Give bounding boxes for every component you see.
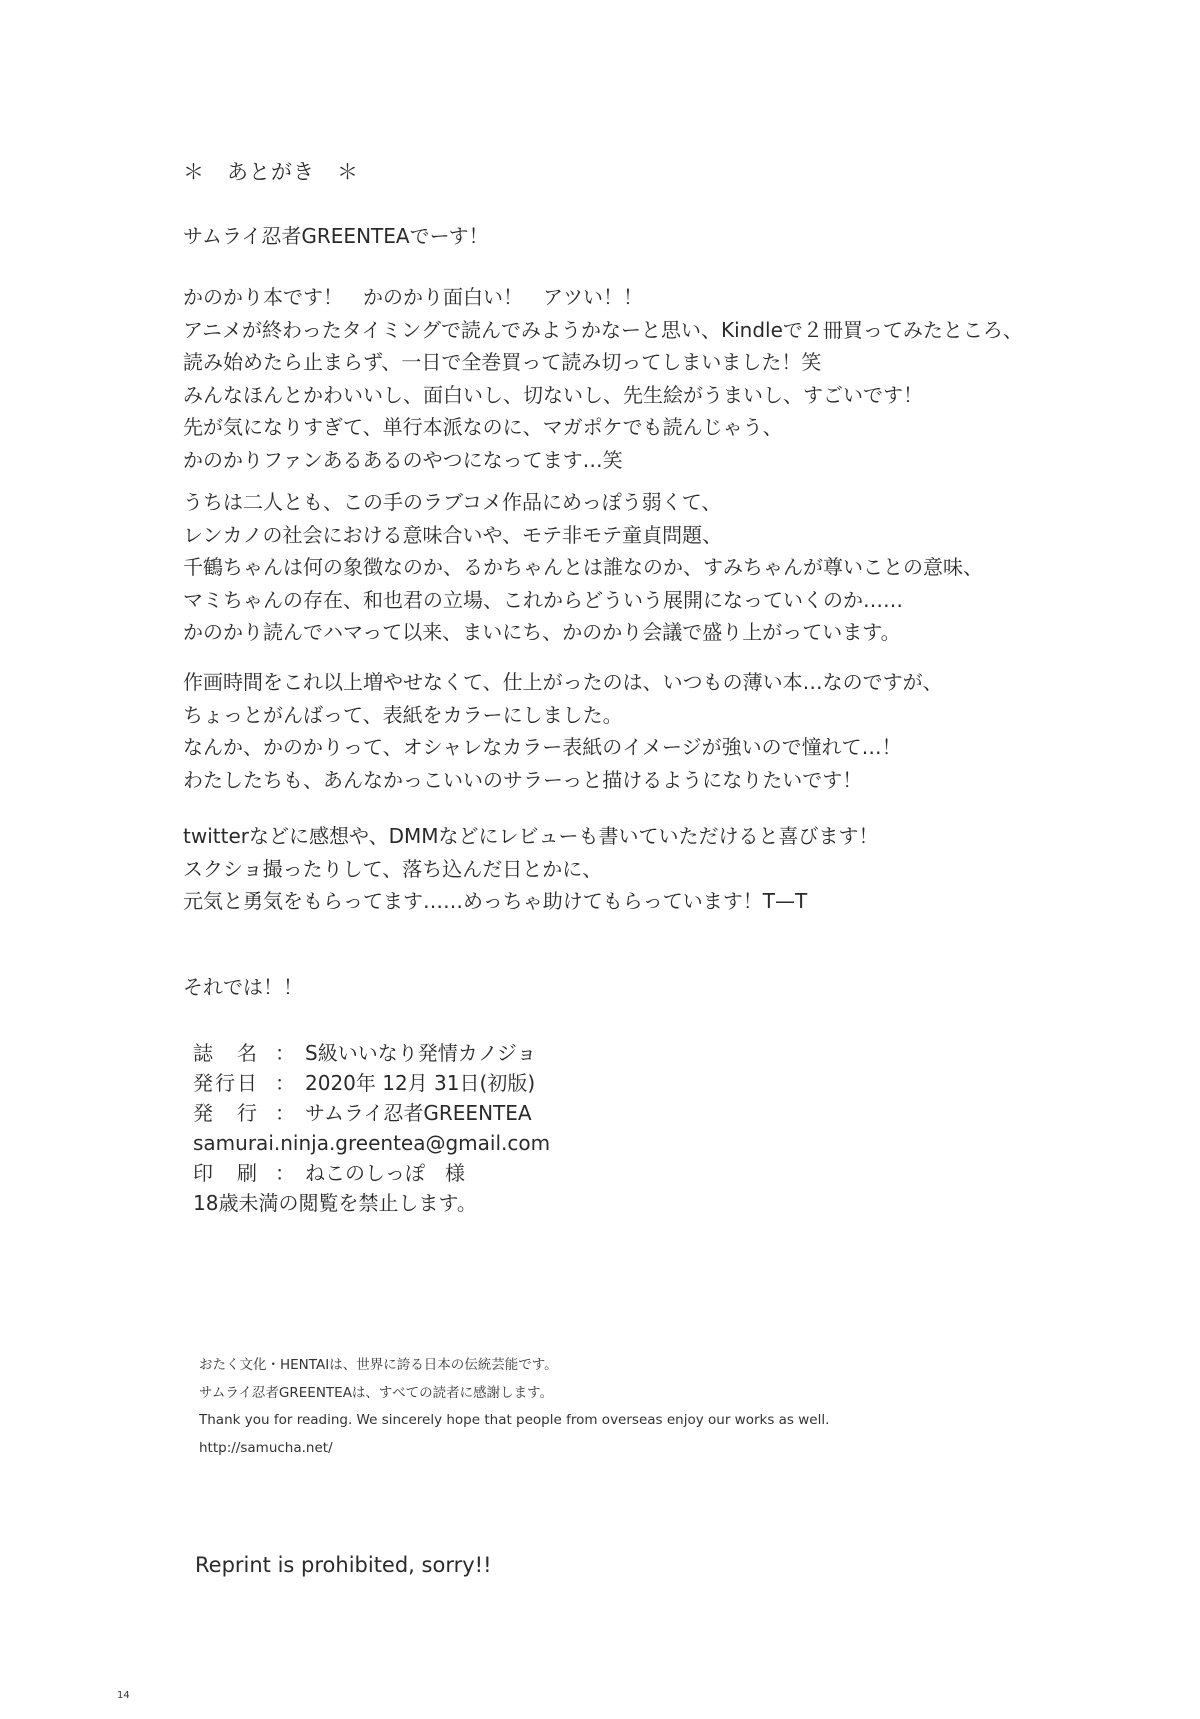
text-line: サムライ忍者GREENTEAでーす！ xyxy=(183,224,489,248)
colophon-label: 印 刷 xyxy=(193,1161,259,1185)
page-number: 14 xyxy=(117,1690,130,1701)
afterword-paragraph-1 xyxy=(183,220,489,253)
text-line: かのかり読んでハマって以来、まいにち、かのかり会議で盛り上がっています。 xyxy=(183,620,901,644)
footer-line: おたく文化・HENTAIは、世界に誇る日本の伝統芸能です。 xyxy=(199,1357,558,1373)
afterword-paragraph-3 xyxy=(183,486,983,649)
reprint-notice: Reprint is prohibited, sorry!! xyxy=(195,1553,492,1577)
text-line: みんなほんとかわいいし、面白いし、切ないし、先生絵がうまいし、すごいです！ xyxy=(183,382,923,407)
colophon xyxy=(193,1038,550,1218)
age-restriction-notice: 18歳未満の閲覧を禁止します。 xyxy=(193,1191,477,1215)
colophon-email: samurai.ninja.greentea@gmail.com xyxy=(193,1131,551,1155)
afterword-closing xyxy=(183,971,303,1004)
footer-url: http://samucha.net/ xyxy=(199,1439,333,1456)
colophon-date-row xyxy=(193,1068,550,1098)
colophon-publisher-row xyxy=(193,1098,550,1128)
text-line: マミちゃんの存在、和也君の立場、これからどういう展開になっていくのか…… xyxy=(183,587,903,612)
afterword-paragraph-5 xyxy=(183,820,878,918)
text-line: かのかり本です！ かのかり面白い！ アツい！！ xyxy=(183,285,643,309)
text-line: それでは！！ xyxy=(183,975,303,999)
colophon-separator: ： xyxy=(275,1161,295,1185)
text-line: 先が気になりすぎて、単行本派なのに、マガポケでも読んじゃう、 xyxy=(183,415,783,439)
text-line: アニメが終わったタイミングで読んでみようかなーと思い、Kindleで２冊買ってみたところ、 xyxy=(183,317,1023,342)
text-line: 読み始めたら止まらず、一日で全巻買って読み切ってしまいました！笑 xyxy=(183,350,822,374)
colophon-label: 発行日 xyxy=(193,1071,259,1095)
text-line: スクショ撮ったりして、落ち込んだ日とかに、 xyxy=(183,856,603,881)
text-line: なんか、かのかりって、オシャレなカラー表紙のイメージが強いので憧れて…！ xyxy=(183,735,902,759)
colophon-separator: ： xyxy=(275,1041,295,1065)
text-line: 千鶴ちゃんは何の象徴なのか、るかちゃんとは誰なのか、すみちゃんが尊いことの意味、 xyxy=(183,555,983,579)
colophon-title-row xyxy=(193,1038,550,1068)
footer-line: サムライ忍者GREENTEAは、すべての読者に感謝します。 xyxy=(199,1384,554,1401)
text-line: うちは二人とも、この手のラブコメ作品にめっぽう弱くて、 xyxy=(183,490,722,514)
colophon-separator: ： xyxy=(275,1071,295,1095)
text-line: わたしたちも、あんなかっこいいのサラーっと描けるようになりたいです！ xyxy=(183,767,863,792)
footer-notes xyxy=(199,1352,829,1462)
text-line: かのかりファンあるあるのやつになってます…笑 xyxy=(183,447,623,472)
colophon-value: 2020年 12月 31日(初版) xyxy=(305,1071,536,1095)
footer-line: Thank you for reading. We sincerely hope that people from overseas enjoy our works as well. xyxy=(199,1412,830,1428)
colophon-value: S級いいなり発情カノジョ xyxy=(305,1041,537,1065)
text-line: ちょっとがんばって、表紙をカラーにしました。 xyxy=(183,702,623,727)
afterword-title: ＊ あとがき ＊ xyxy=(183,160,359,184)
afterword-paragraph-4 xyxy=(183,666,943,796)
colophon-printer-row xyxy=(193,1158,550,1188)
text-line: 元気と勇気をもらってます……めっちゃ助けてもらっています！T—T xyxy=(183,889,808,913)
text-line: 作画時間をこれ以上増やせなくて、仕上がったのは、いつもの薄い本…なのですが、 xyxy=(183,670,943,694)
colophon-label: 誌 名 xyxy=(193,1041,259,1065)
text-line: twitterなどに感想や、DMMなどにレビューも書いていただけると喜びます！ xyxy=(183,824,879,848)
colophon-separator: ： xyxy=(275,1101,295,1125)
colophon-label: 発 行 xyxy=(193,1101,259,1125)
afterword-paragraph-2 xyxy=(183,281,1023,476)
colophon-value: サムライ忍者GREENTEA xyxy=(305,1101,532,1125)
colophon-value: ねこのしっぽ 様 xyxy=(305,1161,465,1185)
text-line: レンカノの社会における意味合いや、モテ非モテ童貞問題、 xyxy=(183,522,723,547)
